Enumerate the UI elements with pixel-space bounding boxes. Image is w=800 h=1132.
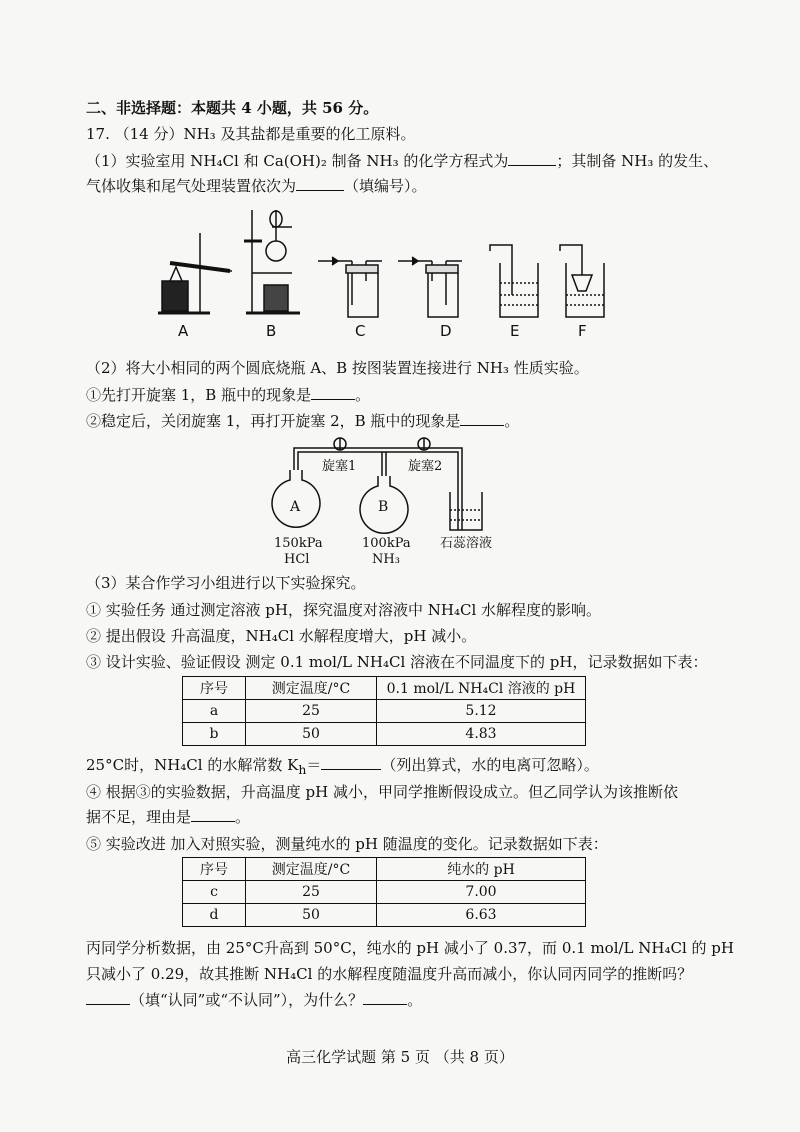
answer-blank[interactable] (311, 385, 355, 400)
flask-a-pressure: 150kPa (274, 536, 323, 551)
apparatus-label-b: B (266, 322, 277, 340)
table-header-cell: 序号 (183, 677, 246, 700)
table-nh4cl-ph (182, 676, 586, 746)
apparatus-f-drawing (560, 245, 604, 317)
part3-intro: （3）某合作学习小组进行以下实验探究。 (86, 574, 366, 592)
table-cell: 25 (246, 700, 377, 723)
part1-line1: （1）实验室用 NH₄Cl 和 Ca(OH)₂ 制备 NH₃ 的化学方程式为 ；其制备 NH₃ 的发生、 (86, 152, 719, 170)
part3-step4-line1: ④ 根据③的实验数据，升高温度 pH 减小，甲同学推断假设成立。但乙同学认为该推断依 (86, 783, 678, 801)
apparatus-e-drawing (490, 245, 538, 317)
final-analysis-line1: 丙同学分析数据，由 25°C升高到 50°C，纯水的 pH 减小了 0.37，而 0.1 mol/L NH₄Cl 的 pH (86, 939, 734, 957)
table-row (183, 881, 586, 904)
part1-line2: 气体收集和尾气处理装置依次为 （填编号）。 (86, 177, 427, 195)
beaker-label: 石蕊溶液 (440, 536, 493, 551)
question-17-intro: 17. （14 分）NH₃ 及其盐都是重要的化工原料。 (86, 125, 416, 143)
flask-b-gas: NH₃ (372, 552, 400, 567)
apparatus-label-e: E (510, 322, 520, 340)
table-cell: 25 (246, 881, 377, 904)
table-cell: d (183, 904, 246, 927)
flask-a-gas: HCl (284, 552, 310, 567)
beaker-drawing (450, 492, 482, 530)
flask-a-label: A (290, 499, 301, 515)
apparatus-label-c: C (355, 322, 366, 340)
part2-intro: （2）将大小相同的两个圆底烧瓶 A、B 按图装置连接进行 NH₃ 性质实验。 (86, 359, 589, 377)
apparatus-d-drawing (398, 257, 462, 317)
flask-apparatus-figure (0, 430, 800, 540)
table-water-ph (182, 857, 586, 927)
table-header-cell: 测定温度/°C (246, 858, 377, 881)
table-cell: 50 (246, 904, 377, 927)
hydrolysis-constant-line: 25°C时，NH₄Cl 的水解常数 $K_h=$ （列出算式，水的电离可忽略）。 (86, 756, 599, 777)
table-row (183, 904, 586, 927)
final-analysis-line2: 只减小了 0.29，故其推断 NH₄Cl 的水解程度随温度升高而减小，你认同丙同学的推断吗？ (86, 965, 693, 983)
apparatus-b-drawing (244, 210, 300, 313)
table-header-cell: 测定温度/°C (246, 677, 377, 700)
valve-2-label: 旋塞2 (408, 459, 443, 474)
flask-b-pressure: 100kPa (362, 536, 411, 551)
final-analysis-line3: （填“认同”或“不认同”），为什么？ 。 (86, 990, 422, 1010)
table-header-cell: 序号 (183, 858, 246, 881)
table-cell: 5.12 (377, 700, 586, 723)
apparatus-figure (0, 205, 800, 345)
table-cell: 6.63 (377, 904, 586, 927)
part3-step4-line2: 据不足，理由是 。 (86, 808, 251, 826)
answer-blank[interactable] (508, 151, 556, 166)
table-cell: 7.00 (377, 881, 586, 904)
table-cell: 50 (246, 723, 377, 746)
table-header-row (183, 677, 586, 700)
part3-step1: ① 实验任务 通过测定溶液 pH，探究温度对溶液中 NH₄Cl 水解程度的影响。 (86, 601, 602, 619)
part3-step5: ⑤ 实验改进 加入对照实验，测量纯水的 pH 随温度的变化。记录数据如下表： (86, 835, 608, 853)
answer-blank[interactable] (460, 411, 504, 426)
page-footer: 高三化学试题 第 5 页 （共 8 页） (286, 1048, 514, 1066)
flask-b-label: B (378, 499, 389, 515)
table-cell: 4.83 (377, 723, 586, 746)
part3-step3: ③ 设计实验、验证假设 测定 0.1 mol/L NH₄Cl 溶液在不同温度下的 pH，记录数据如下表： (86, 653, 708, 671)
answer-blank[interactable] (321, 755, 381, 770)
table-header-cell: 纯水的 pH (377, 858, 586, 881)
section-heading: 二、非选择题：本题共 4 小题，共 56 分。 (86, 99, 379, 117)
part2-question2: ②稳定后，关闭旋塞 1，再打开旋塞 2，B 瓶中的现象是 。 (86, 412, 520, 430)
valve-1-label: 旋塞1 (322, 459, 357, 474)
answer-blank[interactable] (363, 990, 407, 1005)
part2-question1: ①先打开旋塞 1，B 瓶中的现象是 。 (86, 386, 371, 404)
table-header-row (183, 858, 586, 881)
table-cell: c (183, 881, 246, 904)
apparatus-c-drawing (318, 257, 382, 317)
part3-step2: ② 提出假设 升高温度，NH₄Cl 水解程度增大，pH 减小。 (86, 627, 477, 645)
table-row (183, 723, 586, 746)
apparatus-label-d: D (440, 322, 452, 340)
answer-blank[interactable] (86, 990, 130, 1005)
table-cell: a (183, 700, 246, 723)
apparatus-label-f: F (578, 322, 587, 340)
table-cell: b (183, 723, 246, 746)
table-row (183, 700, 586, 723)
answer-blank[interactable] (191, 807, 235, 822)
apparatus-label-a: A (178, 322, 189, 340)
answer-blank[interactable] (296, 176, 344, 191)
table-header-cell: 0.1 mol/L NH₄Cl 溶液的 pH (377, 677, 586, 700)
apparatus-a-drawing (158, 233, 232, 313)
